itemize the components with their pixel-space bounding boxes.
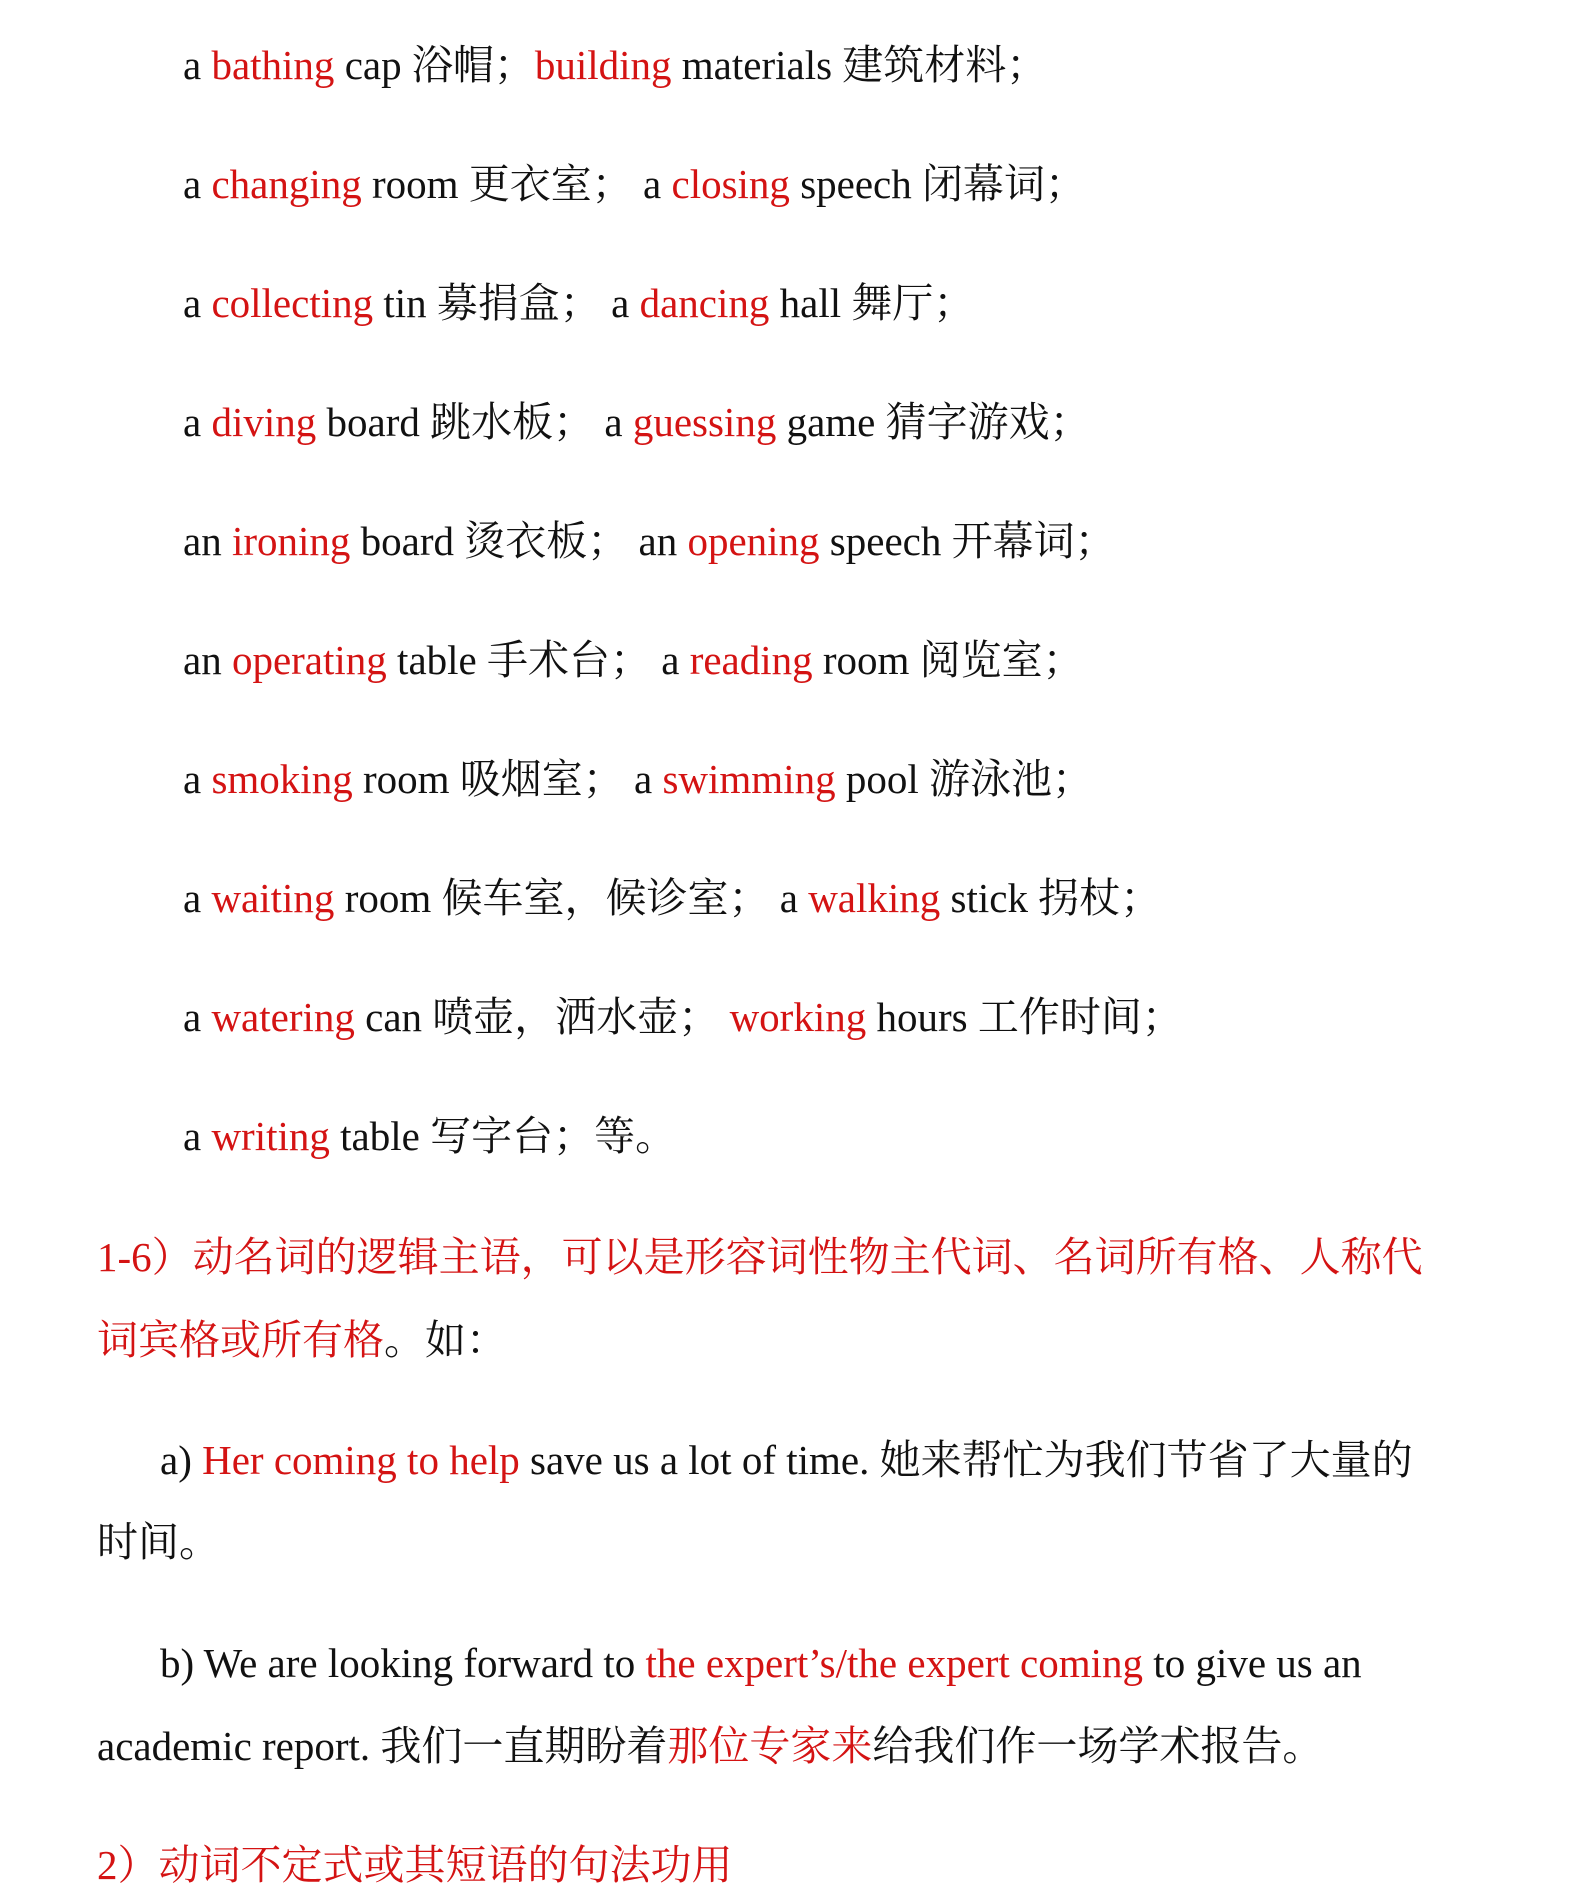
phrase-line xyxy=(183,280,975,326)
text-segment: pool 游泳池； xyxy=(835,756,1093,802)
highlighted-text: collecting xyxy=(211,280,374,326)
phrase-line xyxy=(183,399,1091,445)
phrase-line xyxy=(183,756,1093,802)
highlighted-text: operating xyxy=(231,637,387,683)
text-segment: room 阅览室； xyxy=(812,637,1084,683)
highlighted-text: working xyxy=(729,994,867,1040)
text-segment: a xyxy=(183,756,212,802)
text-segment: table 写字台；等。 xyxy=(329,1113,677,1159)
text-segment: an xyxy=(183,518,232,564)
highlighted-text: walking xyxy=(808,875,941,921)
highlighted-text: 那位专家来 xyxy=(667,1723,873,1769)
text-segment: speech 闭幕词； xyxy=(789,161,1086,207)
highlighted-text: the expert’s/the expert coming xyxy=(645,1640,1144,1686)
text-segment: board 跳水板； a xyxy=(316,399,633,445)
section-heading-1-6 xyxy=(97,1234,1423,1280)
phrase-line xyxy=(183,637,1084,683)
highlighted-text: swimming xyxy=(662,756,836,802)
text-segment: room 更衣室； a xyxy=(361,161,672,207)
highlighted-text: waiting xyxy=(211,875,335,921)
text-segment: board 烫衣板； an xyxy=(350,518,688,564)
text-segment: 给我们作一场学术报告。 xyxy=(872,1723,1324,1769)
example-a xyxy=(160,1437,1413,1483)
text-segment: save us a lot of time. 她来帮忙为我们节省了大量的 xyxy=(519,1437,1413,1483)
highlighted-text: 词宾格或所有格 xyxy=(97,1317,384,1363)
text-segment: 。如： xyxy=(384,1317,507,1363)
highlighted-text: closing xyxy=(671,161,790,207)
text-segment: b) We are looking forward to xyxy=(160,1640,646,1686)
text-segment: an xyxy=(183,637,232,683)
highlighted-text: smoking xyxy=(211,756,353,802)
section-heading-2 xyxy=(97,1842,733,1888)
text-segment: room 候车室，候诊室； a xyxy=(334,875,809,921)
text-segment: a xyxy=(183,1113,212,1159)
text-segment: hours 工作时间； xyxy=(866,994,1183,1040)
text-segment: game 猜字游戏； xyxy=(776,399,1091,445)
highlighted-text: 2）动词不定式或其短语的句法功用 xyxy=(97,1842,733,1888)
text-segment: a xyxy=(183,280,212,326)
phrase-line xyxy=(183,42,1048,88)
example-a-cont xyxy=(97,1519,220,1565)
text-segment: table 手术台； a xyxy=(386,637,690,683)
text-segment: cap 浴帽； xyxy=(334,42,535,88)
text-segment: room 吸烟室； a xyxy=(352,756,663,802)
phrase-line xyxy=(183,875,1162,921)
text-segment: a xyxy=(183,875,212,921)
section-heading-1-6-cont xyxy=(97,1317,507,1363)
phrase-line xyxy=(183,161,1086,207)
phrase-line xyxy=(183,994,1183,1040)
highlighted-text: diving xyxy=(211,399,317,445)
highlighted-text: 1-6）动名词的逻辑主语，可以是形容词性物主代词、名词所有格、人称代 xyxy=(97,1234,1423,1280)
example-b-cont xyxy=(97,1723,1324,1769)
highlighted-text: changing xyxy=(211,161,362,207)
highlighted-text: dancing xyxy=(639,280,770,326)
highlighted-text: watering xyxy=(211,994,355,1040)
highlighted-text: building xyxy=(534,42,672,88)
text-segment: materials 建筑材料； xyxy=(671,42,1048,88)
highlighted-text: Her coming to help xyxy=(202,1437,520,1483)
highlighted-text: ironing xyxy=(231,518,351,564)
highlighted-text: reading xyxy=(689,637,813,683)
example-b xyxy=(160,1640,1362,1686)
highlighted-text: writing xyxy=(211,1113,330,1159)
text-segment: academic report. 我们一直期盼着 xyxy=(97,1723,668,1769)
text-segment: a) xyxy=(160,1437,203,1483)
highlighted-text: bathing xyxy=(211,42,335,88)
highlighted-text: opening xyxy=(687,518,820,564)
highlighted-text: guessing xyxy=(632,399,777,445)
text-segment: tin 募捐盒； a xyxy=(373,280,640,326)
text-segment: a xyxy=(183,161,212,207)
text-segment: hall 舞厅； xyxy=(769,280,975,326)
text-segment: speech 开幕词； xyxy=(819,518,1116,564)
text-segment: to give us an xyxy=(1143,1640,1362,1686)
text-segment: a xyxy=(183,994,212,1040)
phrase-line xyxy=(183,518,1116,564)
text-segment: 时间。 xyxy=(97,1519,220,1565)
text-segment: stick 拐杖； xyxy=(940,875,1162,921)
text-segment: can 喷壶，洒水壶； xyxy=(354,994,730,1040)
phrase-line xyxy=(183,1113,677,1159)
text-segment: a xyxy=(183,399,212,445)
text-segment: a xyxy=(183,42,212,88)
